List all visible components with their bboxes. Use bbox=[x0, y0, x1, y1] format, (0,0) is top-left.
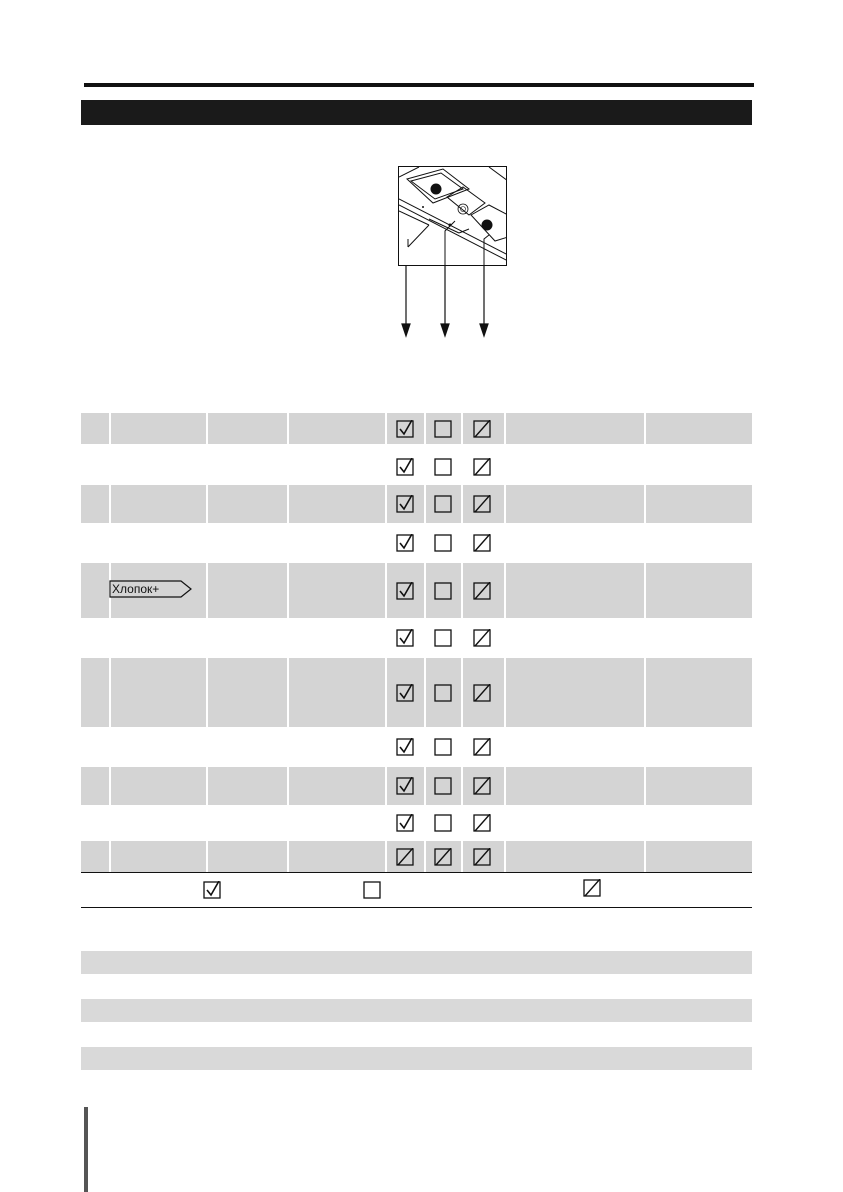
arrow-head-1 bbox=[402, 324, 410, 336]
column-divider bbox=[461, 618, 463, 658]
column-divider bbox=[287, 767, 289, 805]
table-row bbox=[81, 805, 752, 841]
table-row bbox=[81, 618, 752, 658]
empty-box-icon bbox=[434, 458, 452, 476]
column-divider bbox=[504, 727, 506, 767]
arrow-head-3 bbox=[480, 324, 488, 336]
column-divider bbox=[461, 658, 463, 727]
table-row bbox=[81, 658, 752, 727]
check-box-icon bbox=[396, 458, 414, 476]
table-row bbox=[81, 767, 752, 805]
compartment-arrows bbox=[390, 240, 500, 340]
column-divider bbox=[385, 413, 387, 444]
column-divider bbox=[109, 485, 111, 523]
top-rule bbox=[84, 83, 754, 87]
check-box-icon bbox=[396, 582, 414, 600]
column-divider bbox=[461, 449, 463, 485]
table-row bbox=[81, 413, 752, 444]
crossed-box-icon bbox=[473, 814, 491, 832]
empty-box-icon bbox=[434, 777, 452, 795]
compartment-dot-right bbox=[482, 220, 493, 231]
column-divider bbox=[644, 413, 646, 444]
column-divider bbox=[461, 523, 463, 563]
column-divider bbox=[504, 805, 506, 841]
column-divider bbox=[461, 767, 463, 805]
column-divider bbox=[206, 841, 208, 873]
column-divider bbox=[461, 841, 463, 873]
crossed-box-icon bbox=[473, 848, 491, 866]
empty-box-icon bbox=[434, 629, 452, 647]
column-divider bbox=[424, 727, 426, 767]
info-stripe-3 bbox=[81, 1047, 752, 1070]
column-divider bbox=[109, 413, 111, 444]
column-divider bbox=[424, 618, 426, 658]
program-label-text: Хлопок+ bbox=[112, 582, 160, 596]
column-divider bbox=[504, 658, 506, 727]
column-divider bbox=[287, 563, 289, 618]
column-divider bbox=[385, 485, 387, 523]
column-divider bbox=[644, 767, 646, 805]
crossed-box-icon bbox=[473, 684, 491, 702]
column-divider bbox=[504, 449, 506, 485]
column-divider bbox=[504, 563, 506, 618]
column-divider bbox=[424, 658, 426, 727]
column-divider bbox=[206, 485, 208, 523]
empty-box-icon bbox=[434, 534, 452, 552]
table-row bbox=[81, 523, 752, 563]
check-box-icon bbox=[396, 738, 414, 756]
program-label bbox=[109, 580, 193, 598]
check-box-icon bbox=[396, 814, 414, 832]
info-stripe-1 bbox=[81, 951, 752, 974]
column-divider bbox=[424, 485, 426, 523]
column-divider bbox=[287, 485, 289, 523]
column-divider bbox=[461, 727, 463, 767]
check-box-icon bbox=[396, 495, 414, 513]
legend-check-box-icon bbox=[203, 881, 221, 899]
column-divider bbox=[504, 767, 506, 805]
column-divider bbox=[461, 563, 463, 618]
column-divider bbox=[206, 563, 208, 618]
column-divider bbox=[461, 805, 463, 841]
column-divider bbox=[424, 841, 426, 873]
column-divider bbox=[644, 658, 646, 727]
column-divider bbox=[461, 413, 463, 444]
column-divider bbox=[644, 841, 646, 873]
column-divider bbox=[504, 523, 506, 563]
column-divider bbox=[424, 523, 426, 563]
column-divider bbox=[385, 563, 387, 618]
crossed-box-icon bbox=[434, 848, 452, 866]
table-row bbox=[81, 563, 752, 618]
legend bbox=[81, 872, 752, 908]
check-box-icon bbox=[396, 534, 414, 552]
column-divider bbox=[287, 413, 289, 444]
compartment-dot-left bbox=[431, 184, 442, 195]
column-divider bbox=[461, 485, 463, 523]
check-box-icon bbox=[396, 420, 414, 438]
column-divider bbox=[424, 805, 426, 841]
column-divider bbox=[504, 485, 506, 523]
check-box-icon bbox=[396, 777, 414, 795]
table-row bbox=[81, 449, 752, 485]
column-divider bbox=[206, 767, 208, 805]
column-divider bbox=[109, 767, 111, 805]
empty-box-icon bbox=[434, 495, 452, 513]
empty-box-icon bbox=[434, 814, 452, 832]
column-divider bbox=[385, 767, 387, 805]
column-divider bbox=[109, 841, 111, 873]
crossed-box-icon bbox=[473, 420, 491, 438]
legend-crossed-box-icon bbox=[583, 879, 601, 897]
crossed-box-icon bbox=[473, 738, 491, 756]
arrow-head-2 bbox=[441, 324, 449, 336]
section-header-bar bbox=[81, 100, 752, 125]
crossed-box-icon bbox=[473, 629, 491, 647]
legend-empty-box-icon bbox=[363, 881, 381, 899]
column-divider bbox=[424, 413, 426, 444]
column-divider bbox=[287, 658, 289, 727]
crossed-box-icon bbox=[396, 848, 414, 866]
column-divider bbox=[385, 658, 387, 727]
empty-box-icon bbox=[434, 738, 452, 756]
column-divider bbox=[644, 485, 646, 523]
column-divider bbox=[385, 841, 387, 873]
check-box-icon bbox=[396, 629, 414, 647]
empty-box-icon bbox=[434, 420, 452, 438]
table-row bbox=[81, 485, 752, 523]
column-divider bbox=[287, 841, 289, 873]
column-divider bbox=[424, 767, 426, 805]
column-divider bbox=[644, 563, 646, 618]
column-divider bbox=[504, 618, 506, 658]
column-divider bbox=[206, 658, 208, 727]
crossed-box-icon bbox=[473, 777, 491, 795]
table-row bbox=[81, 727, 752, 767]
table-row bbox=[81, 841, 752, 873]
column-divider bbox=[206, 413, 208, 444]
crossed-box-icon bbox=[473, 458, 491, 476]
column-divider bbox=[424, 563, 426, 618]
empty-box-icon bbox=[434, 582, 452, 600]
column-divider bbox=[424, 449, 426, 485]
column-divider bbox=[504, 841, 506, 873]
softener-symbol bbox=[458, 204, 468, 214]
column-divider bbox=[504, 413, 506, 444]
info-stripe-2 bbox=[81, 999, 752, 1022]
page-side-marker bbox=[84, 1107, 88, 1192]
check-box-icon bbox=[396, 684, 414, 702]
crossed-box-icon bbox=[473, 495, 491, 513]
crossed-box-icon bbox=[473, 534, 491, 552]
column-divider bbox=[109, 658, 111, 727]
empty-box-icon bbox=[434, 684, 452, 702]
crossed-box-icon bbox=[473, 582, 491, 600]
